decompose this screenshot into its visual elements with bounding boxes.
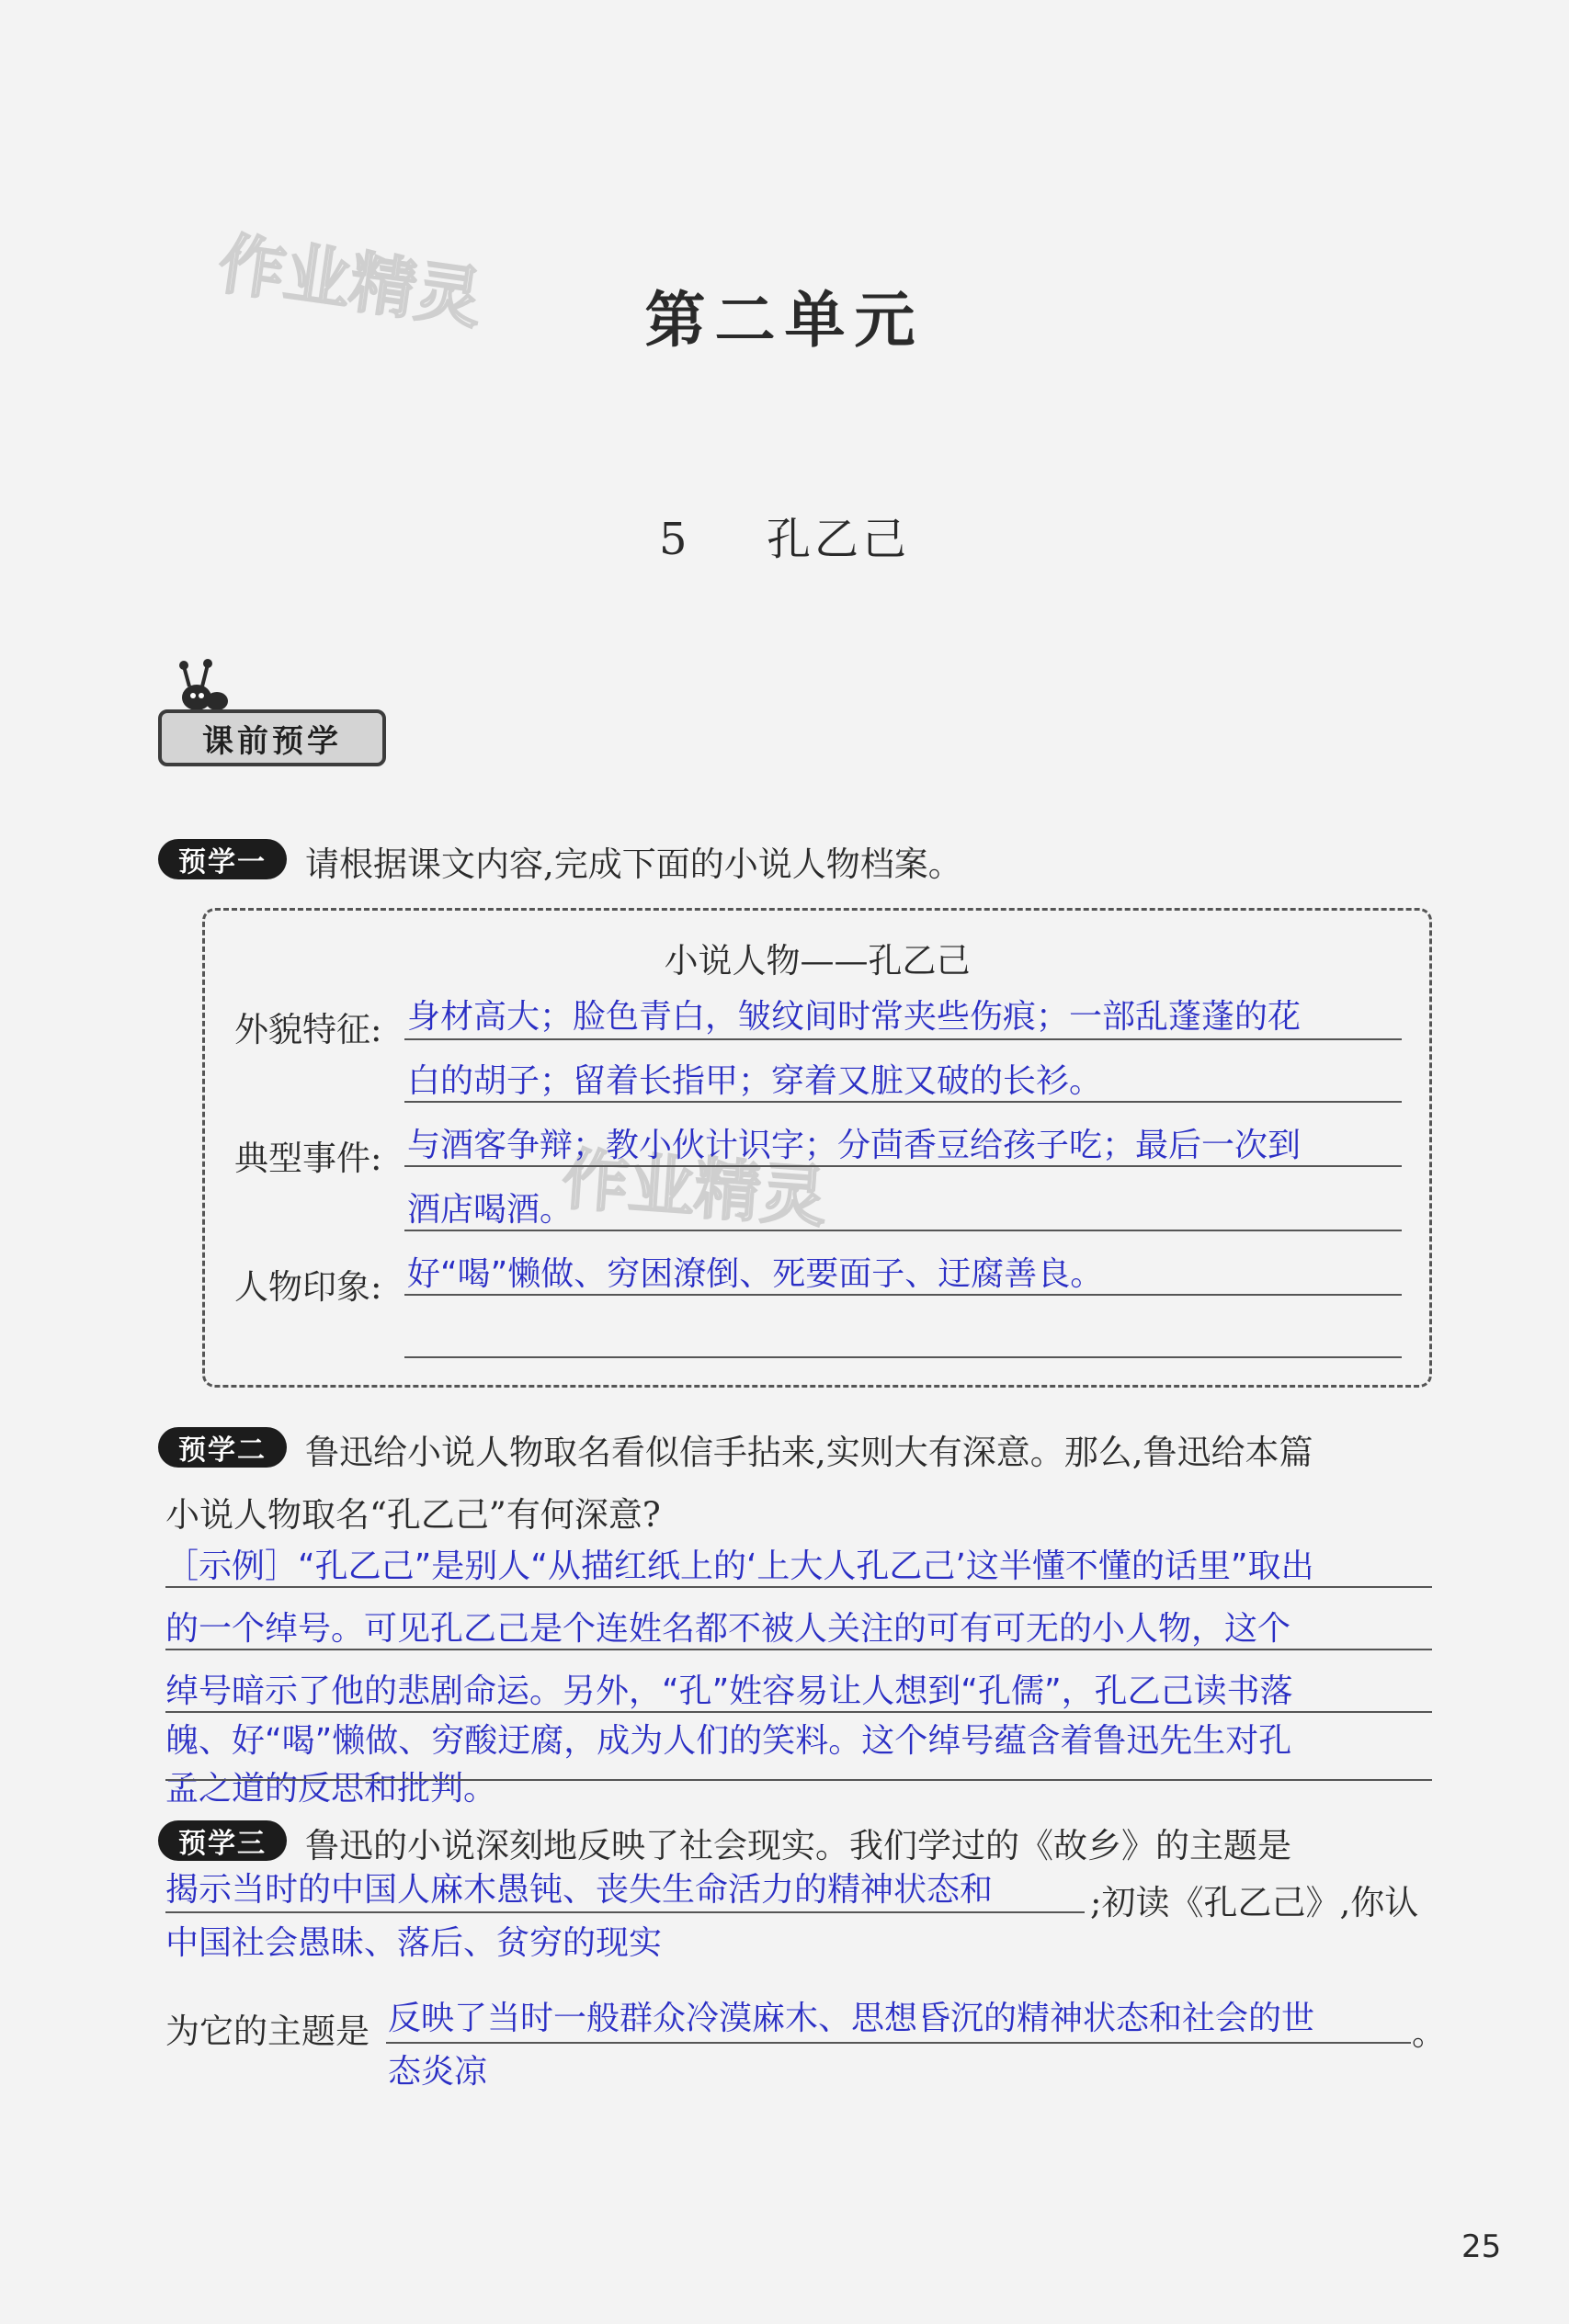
- q2-badge: 预学二: [158, 1427, 287, 1468]
- answer-underline: [404, 1038, 1402, 1040]
- q2-answer-line-4: 魄、好“喝”懒做、穷酸迂腐，成为人们的笑料。这个绰号蕴含着鲁迅先生对孔: [165, 1722, 1292, 1760]
- appearance-label: 外貌特征:: [234, 1010, 382, 1049]
- page-number: 25: [1461, 2228, 1502, 2265]
- section-badge: 课前预学: [158, 709, 386, 766]
- answer-underline: [404, 1165, 1402, 1167]
- q3-answer1-line-1: 揭示当时的中国人麻木愚钝、丧失生命活力的精神状态和: [165, 1871, 994, 1909]
- q2-answer-line-1: ［示例］“孔乙己”是别人“从描红纸上的‘上大人孔乙己’这半懂不懂的话里”取出: [165, 1547, 1314, 1585]
- impression-label: 人物印象:: [234, 1267, 382, 1307]
- q3-answer2-line-1: 反映了当时一般群众冷漠麻木、思想昏沉的精神状态和社会的世: [388, 2000, 1315, 2037]
- events-answer-line-1: 与酒客争辩；教小伙计识字；分茴香豆给孩子吃；最后一次到: [407, 1127, 1302, 1164]
- q1-badge: 预学一: [158, 839, 287, 879]
- appearance-answer-line-1: 身材高大；脸色青白，皱纹间时常夹些伤痕；一部乱蓬蓬的花: [407, 998, 1302, 1036]
- q3-prompt-line-1: 鲁迅的小说深刻地反映了社会现实。我们学过的《故乡》的主题是: [305, 1826, 1291, 1865]
- profile-title: 小说人物——孔乙己: [664, 941, 971, 981]
- q2-prompt-line-2: 小说人物取名“孔乙己”有何深意?: [165, 1495, 661, 1535]
- q2-answer-line-2: 的一个绰号。可见孔乙己是个连姓名都不被人关注的可有可无的小人物，这个: [165, 1610, 1291, 1648]
- impression-answer-line-1: 好“喝”懒做、穷困潦倒、死要面子、迂腐善良。: [407, 1255, 1104, 1293]
- q1-prompt: 请根据课文内容,完成下面的小说人物档案。: [305, 845, 962, 884]
- q3-answer1-line-2: 中国社会愚昧、落后、贫穷的现实: [165, 1924, 663, 1962]
- q3-prompt-line-2: ;初读《孔乙己》,你认: [1090, 1883, 1419, 1922]
- q2-prompt-line-1: 鲁迅给小说人物取名看似信手拈来,实则大有深意。那么,鲁迅给本篇: [305, 1433, 1313, 1472]
- bug-icon: [175, 657, 239, 714]
- q2-answer-line-5: 孟之道的反思和批判。: [165, 1770, 497, 1808]
- answer-underline: [165, 1779, 1432, 1781]
- answer-underline: [165, 1911, 1085, 1913]
- q3-answer2-line-2: 态炎凉: [388, 2053, 488, 2091]
- lesson-title: [0, 504, 1569, 567]
- lesson-name: 孔乙己: [767, 514, 911, 565]
- answer-underline: [404, 1294, 1402, 1296]
- events-answer-line-2: 酒店喝酒。: [407, 1191, 574, 1229]
- q2-answer-line-3: 绰号暗示了他的悲剧命运。另外，“孔”姓容易让人想到“孔儒”，孔乙己读书落: [165, 1672, 1293, 1710]
- watermark-top: 作业精灵: [213, 224, 487, 338]
- answer-underline: [404, 1356, 1402, 1358]
- appearance-answer-line-2: 白的胡子；留着长指甲；穿着又脏又破的长衫。: [407, 1062, 1103, 1100]
- events-label: 典型事件:: [234, 1139, 382, 1178]
- unit-title: 第二单元: [644, 284, 925, 356]
- q3-badge: 预学三: [158, 1820, 287, 1861]
- answer-underline: [386, 2042, 1411, 2044]
- answer-underline: [165, 1649, 1432, 1650]
- answer-underline: [165, 1711, 1432, 1713]
- answer-underline: [165, 1586, 1432, 1588]
- q3-prompt-line-3: 为它的主题是: [165, 2012, 370, 2051]
- watermark-middle: 作业精灵: [560, 1140, 830, 1236]
- answer-underline: [404, 1101, 1402, 1103]
- answer-underline: [404, 1230, 1402, 1231]
- q3-end-mark: 。: [1412, 2013, 1446, 2053]
- lesson-number: 5: [658, 514, 691, 565]
